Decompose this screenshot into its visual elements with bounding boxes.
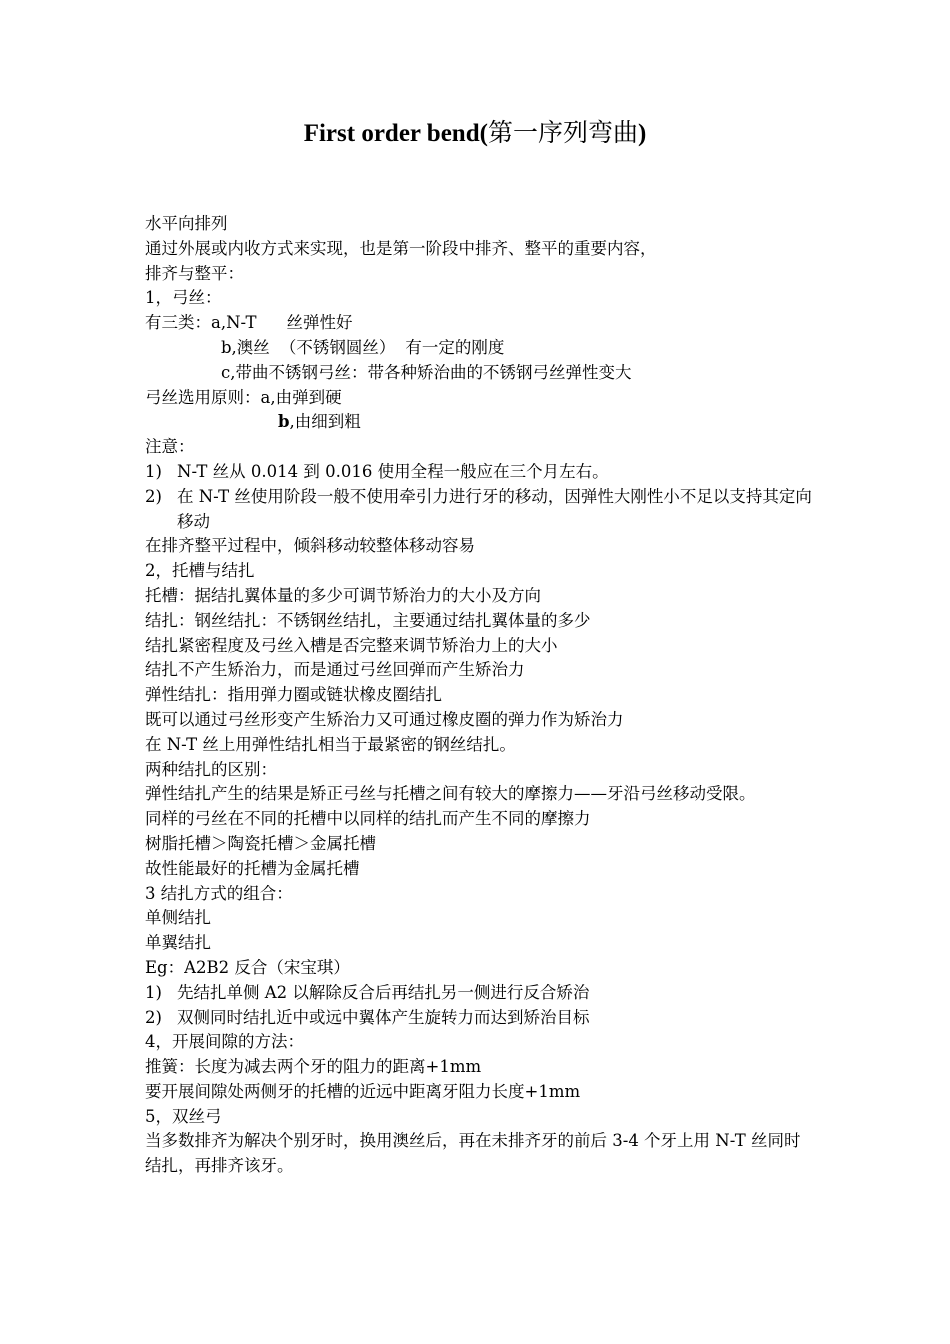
list-item-text: 双侧同时结扎近中或远中翼体产生旋转力而达到矫治目标 [177, 1007, 590, 1027]
paragraph-line [145, 336, 813, 361]
page-title [0, 117, 950, 151]
line-text: （不锈钢圆丝） [279, 337, 396, 357]
paragraph-line: 单侧结扎 [145, 908, 211, 928]
paragraph-line: 单翼结扎 [145, 933, 211, 953]
paragraph-line: 既可以通过弓丝形变产生矫治力又可通过橡皮圈的弹力作为矫治力 [145, 709, 624, 729]
paragraph-line: 结扎紧密程度及弓丝入槽是否完整来调节矫治力上的大小 [145, 635, 558, 655]
list-item [145, 485, 813, 535]
paragraph-line: 两种结扎的区别： [145, 759, 277, 779]
paragraph-line: 通过外展或内收方式来实现，也是第一阶段中排齐、整平的重要内容， [145, 238, 657, 258]
section-heading-space-opening: 4，开展间隙的方法： [145, 1032, 304, 1052]
section-heading-archwire: 1，弓丝： [145, 288, 222, 308]
paragraph-line: 排齐与整平： [145, 263, 244, 283]
paragraph-line: 弹性结扎产生的结果是矫正弓丝与托槽之间有较大的摩擦力——牙沿弓丝移动受限。 [145, 784, 756, 804]
line-text: 有三类：a,N-T [145, 313, 257, 333]
list-item-number: 1) [145, 982, 162, 1002]
paragraph-line: 结扎不产生矫治力，而是通过弓丝回弹而产生矫治力 [145, 660, 525, 680]
line-text: 丝弹性好 [286, 313, 353, 333]
list-item [145, 1006, 813, 1031]
paragraph-line: 当多数排齐为解决个别牙时，换用澳丝后，再在未排齐牙的前后 3-4 个牙上用 N-T 丝同时结扎，再排齐该牙。 [145, 1131, 801, 1176]
paragraph-line: 故性能最好的托槽为金属托槽 [145, 858, 360, 878]
list-item-number: 2) [145, 486, 162, 506]
list-item-number: 1) [145, 461, 162, 481]
title-chinese: 第一序列弯曲 [487, 120, 638, 147]
paragraph-line: 注意： [145, 437, 195, 457]
list-item-text: 在 N-T 丝使用阶段一般不使用牵引力进行牙的移动，因弹性大刚性小不足以支持其定向移动 [177, 486, 812, 531]
paragraph-line: 在 N-T 丝上用弹性结扎相当于最紧密的钢丝结扎。 [145, 734, 516, 754]
list-item-text: 先结扎单侧 A2 以解除反合后再结扎另一侧进行反合矫治 [177, 982, 590, 1002]
paragraph-line: Eg：A2B2 反合（宋宝琪） [145, 957, 350, 977]
section-heading-double-arch: 5，双丝弓 [145, 1106, 222, 1126]
list-item-number: 2) [145, 1007, 162, 1027]
paragraph-line [145, 410, 813, 435]
paragraph-line: 同样的弓丝在不同的托槽中以同样的结扎而产生不同的摩擦力 [145, 809, 591, 829]
paragraph-line: 结扎：钢丝结扎：不锈钢丝结扎，主要通过结扎翼体量的多少 [145, 610, 591, 630]
paragraph-line [145, 311, 813, 336]
title-latin: First order bend( [303, 120, 488, 147]
title-close-paren: ) [637, 120, 647, 147]
section-heading-bracket: 2，托槽与结扎 [145, 561, 255, 581]
paragraph-line: 弹性结扎：指用弹力圈或链状橡皮圈结扎 [145, 685, 442, 705]
paragraph-line: 推簧：长度为减去两个牙的阻力的距离+1mm [145, 1057, 482, 1077]
line-text: b [278, 412, 290, 432]
paragraph-line: 弓丝选用原则：a,由弹到硬 [145, 387, 342, 407]
paragraph-line: 树脂托槽＞陶瓷托槽＞金属托槽 [145, 833, 376, 853]
section-heading-ligation-combo: 3 结扎方式的组合： [145, 883, 293, 903]
paragraph-line: 在排齐整平过程中，倾斜移动较整体移动容易 [145, 536, 475, 556]
paragraph-line: 托槽：据结扎翼体量的多少可调节矫治力的大小及方向 [145, 585, 541, 605]
line-text: ,由细到粗 [289, 412, 361, 432]
list-item-text: N-T 丝从 0.014 到 0.016 使用全程一般应在三个月左右。 [177, 461, 609, 481]
paragraph-line: 要开展间隙处两侧牙的托槽的近远中距离牙阻力长度+1mm [145, 1081, 581, 1101]
list-item [145, 981, 813, 1006]
document-body [145, 212, 813, 1179]
line-text: b,澳丝 [221, 337, 270, 357]
paragraph-line: 水平向排列 [145, 214, 228, 233]
paragraph-line: c,带曲不锈钢弓丝：带各种矫治曲的不锈钢弓丝弹性变大 [221, 362, 632, 382]
list-item [145, 460, 813, 485]
line-text: 有一定的刚度 [405, 337, 505, 357]
